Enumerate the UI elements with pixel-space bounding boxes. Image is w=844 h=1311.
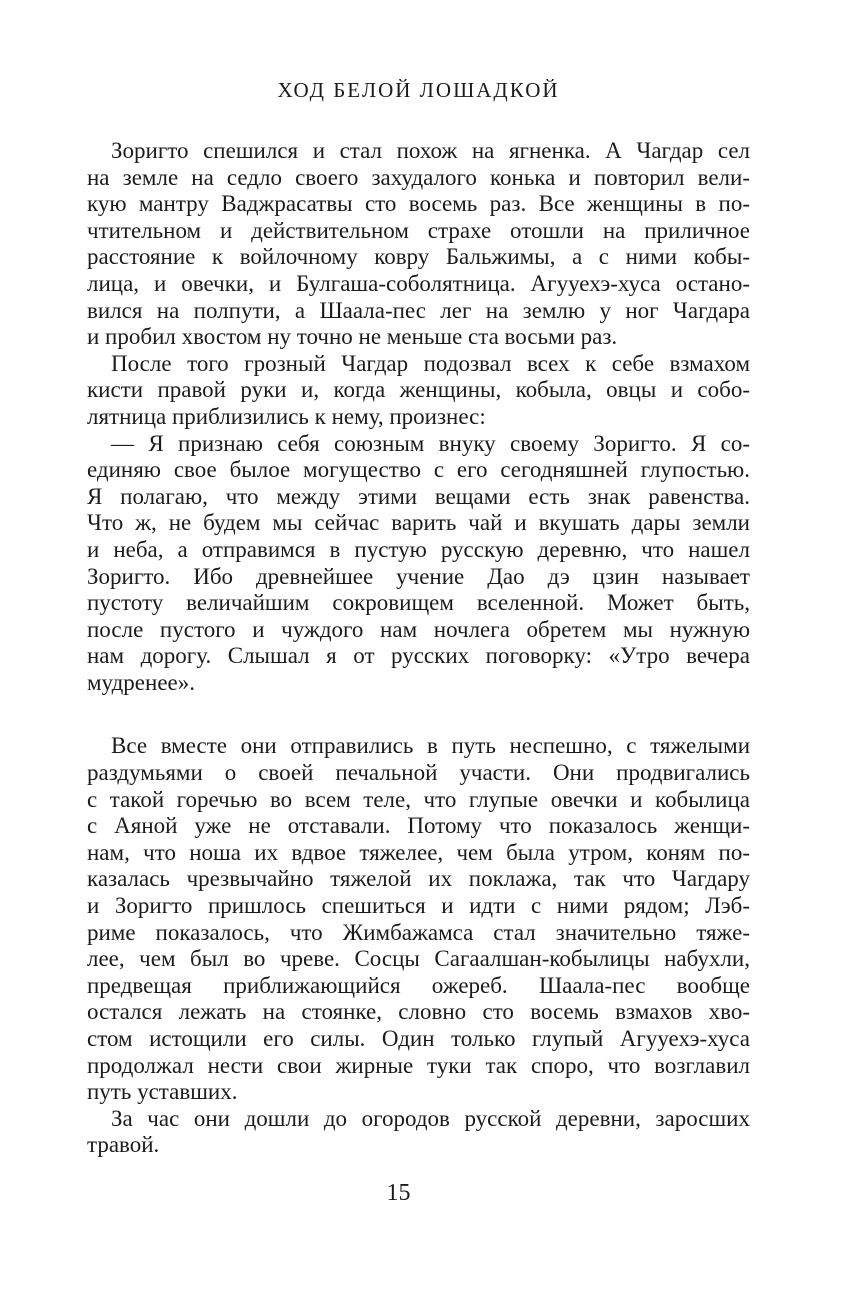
text-line: и неба, а отправимся в пустую русскую деревню, что нашел [87, 536, 750, 562]
text-line: продолжал нести свои жирные туки так споро, что возглавил [87, 1052, 750, 1078]
text-line: после пустого и чуждого нам ночлега обретем мы нужную [87, 616, 750, 642]
text-line: единяю свое былое могущество с его сегодняшней глупостью. [87, 457, 750, 483]
paragraph [87, 431, 750, 697]
text-line: травой. [87, 1132, 160, 1158]
text-line: предвещая приближающийся ожереб. Шаала-пес вообще [87, 972, 750, 998]
text-line: Что ж, не будем мы сейчас варить чай и вкушать дары земли [87, 510, 750, 536]
text-line: нам, что ноша их вдвое тяжелее, чем была утром, коням по- [87, 839, 750, 865]
text-line: пустоту величайшим сокровищем вселенной. Может быть, [87, 590, 750, 616]
paragraph [87, 733, 750, 1105]
text-line: путь уставших. [87, 1079, 238, 1105]
chapter-title: ХОД БЕЛОЙ ЛОШАДКОЙ [277, 78, 560, 102]
text-line: Зоригто. Ибо древнейшее учение Дао дэ цзин называет [87, 563, 750, 589]
text-block [87, 138, 750, 1159]
text-line: мудренее». [87, 669, 195, 695]
paragraph [87, 351, 750, 431]
text-line: Все вместе они отправились в путь неспешно, с тяжелыми [111, 733, 750, 759]
text-line: Я полагаю, что между этими вещами есть знак равенства. [87, 483, 750, 509]
text-line: Зоригто спешился и стал похож на ягненка. А Чагдар сел [111, 138, 750, 163]
text-line: вился на полпути, а Шаала-пес лег на землю у ног Чагдара [87, 297, 750, 323]
text-line: нам дорогу. Слышал я от русских поговорку: «Утро вечера [87, 643, 750, 669]
text-line: на земле на седло своего захудалого конька и повторил вели- [87, 164, 750, 190]
paragraph [87, 1106, 750, 1159]
text-line: остался лежать на стоянке, словно сто восемь взмахов хво- [87, 999, 750, 1025]
text-line: риме показалось, что Жимбажамса стал значительно тяже- [87, 919, 750, 945]
paragraph [87, 138, 750, 351]
text-line: лее, чем был во чреве. Сосцы Сагаалшан-кобылицы набухли, [87, 946, 750, 972]
text-line: расстояние к войлочному ковру Бальжимы, а с ними кобы- [87, 244, 750, 270]
text-line: За час они дошли до огородов русской деревни, заросших [111, 1105, 750, 1131]
text-line: стом истощили его силы. Один только глупый Агууехэ-хуса [87, 1026, 750, 1051]
text-line: лица, и овечки, и Булгаша-соболятница. Агууехэ-хуса остано- [87, 270, 750, 296]
text-line: с такой горечью во всем теле, что глупые овечки и кобылица [87, 786, 750, 812]
text-line: кисти правой руки и, когда женщины, кобыла, овцы и собо- [87, 377, 750, 403]
text-line: После того грозный Чагдар подозвал всех к себе взмахом [111, 350, 750, 376]
page-number: 15 [386, 1180, 411, 1206]
text-line: и пробил хвостом ну точно не меньше ста восьми раз. [87, 324, 618, 350]
text-line: — Я признаю себя союзным внуку своему Зоригто. Я со- [111, 430, 750, 456]
text-line: с Аяной уже не отставали. Потому что показалось женщи- [87, 813, 750, 839]
text-line: чтительном и действительном страхе отошли на приличное [87, 217, 750, 243]
text-line: кую мантру Ваджрасатвы сто восемь раз. Все женщины в по- [87, 191, 750, 217]
text-line: и Зоригто пришлось спешиться и идти с ними рядом; Лэб- [87, 893, 750, 919]
text-line: лятница приблизились к нему, произнес: [87, 403, 486, 429]
text-line: казалась чрезвычайно тяжелой их поклажа, так что Чагдару [87, 866, 750, 892]
text-line: раздумьями о своей печальной участи. Они продвигались [87, 760, 750, 786]
